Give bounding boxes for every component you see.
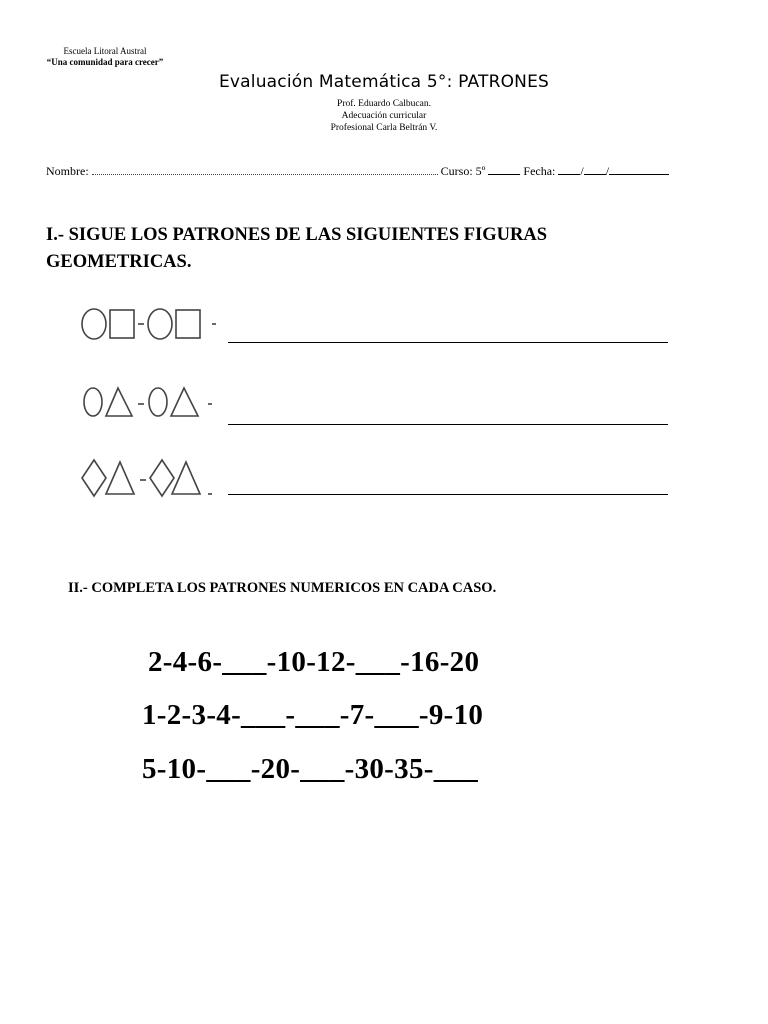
number-pattern-1[interactable]: 2-4-6-___-10-12-___-16-20	[148, 646, 480, 678]
pattern-row-3	[80, 456, 220, 500]
school-header	[30, 46, 180, 68]
name-label: Nombre:	[46, 164, 89, 178]
pattern-row-1	[80, 302, 220, 346]
date-separator: /	[605, 164, 610, 178]
professional-name: Profesional Carla Beltrán V.	[330, 123, 438, 133]
triangle-shape	[106, 388, 132, 416]
number-pattern-3[interactable]: 5-10-___-20-___-30-35-___	[142, 753, 479, 785]
square-shape	[110, 310, 134, 338]
date-month-field[interactable]	[584, 165, 606, 175]
pattern-answer-line-3[interactable]	[228, 494, 668, 495]
date-label: Fecha:	[523, 164, 556, 178]
teacher-name: Prof. Eduardo Calbucan.	[337, 99, 431, 109]
oval-shape	[149, 388, 167, 416]
date-separator: /	[580, 164, 584, 178]
square-shape	[176, 310, 200, 338]
adaptation-note: Adecuación curricular	[341, 111, 427, 121]
circle-shape	[148, 309, 172, 339]
pattern-answer-line-1[interactable]	[228, 342, 668, 343]
date-year-field[interactable]	[609, 165, 669, 175]
triangle-shape	[172, 462, 200, 494]
school-motto: “Una comunidad para crecer”	[46, 57, 164, 67]
section2-heading: II.- COMPLETA LOS PATRONES NUMERICOS EN CADA CASO.	[68, 580, 497, 596]
section1-heading: I.- SIGUE LOS PATRONES DE LAS SIGUIENTES FIGURAS GEOMETRICAS.	[46, 225, 547, 272]
pattern-answer-line-2[interactable]	[228, 424, 668, 425]
pattern-row-2	[80, 380, 220, 424]
diamond-shape	[150, 460, 174, 496]
number-pattern-2[interactable]: 1-2-3-4-___-___-7-___-9-10	[142, 699, 484, 731]
date-day-field[interactable]	[558, 165, 580, 175]
oval-shape	[84, 388, 102, 416]
triangle-shape	[106, 462, 134, 494]
school-name: Escuela Litoral Austral	[63, 46, 147, 56]
diamond-shape	[82, 460, 106, 496]
name-field[interactable]	[92, 165, 438, 175]
student-info-line	[46, 164, 669, 179]
triangle-shape	[171, 388, 198, 416]
course-label: Curso: 5º	[440, 164, 486, 178]
circle-shape	[82, 309, 106, 339]
course-field[interactable]	[488, 165, 520, 175]
teacher-info	[0, 98, 768, 134]
page-title: Evaluación Matemática 5°: PATRONES	[218, 72, 550, 92]
